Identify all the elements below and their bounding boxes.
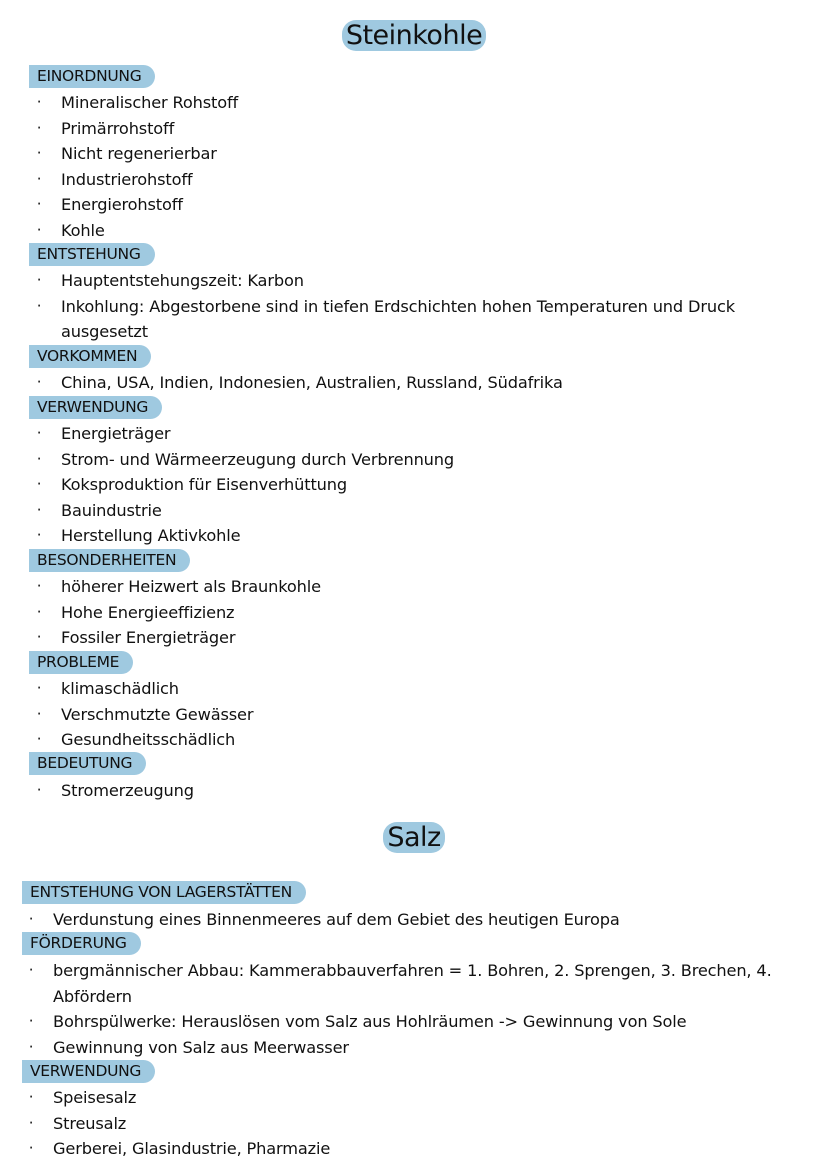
list-item: · Verdunstung eines Binnenmeeres auf dem Gebiet des heutigen Europa — [28, 910, 620, 929]
list-item: · Industrierohstoff — [36, 169, 193, 189]
list-verwendung — [34, 421, 454, 549]
list-item: · Kohle — [36, 220, 105, 240]
list-item: · China, USA, Indien, Indonesien, Australien, Russland, Südafrika — [36, 373, 563, 392]
section-heading-vorkommen: VORKOMMEN — [29, 345, 151, 368]
list-item: · Streusalz — [28, 1113, 127, 1133]
list-vorkommen — [34, 370, 563, 396]
list-item: · Gewinnung von Salz aus Meerwasser — [28, 1037, 349, 1057]
page-title — [0, 19, 828, 53]
list-item: · Energierohstoff — [36, 195, 183, 215]
list-item: · Inkohlung: Abgestorbene sind in tiefen Erdschichten hohen Temperaturen und Druck ausgesetzt — [36, 296, 735, 342]
list-entstehung-von-lagerstaetten — [26, 907, 620, 933]
list-item: · Energieträger — [36, 424, 171, 443]
section-heading-besonderheiten: BESONDERHEITEN — [29, 549, 190, 572]
list-item: · Bohrspülwerke: Herauslösen vom Salz aus Hohlräumen -> Gewinnung von Sole — [28, 1012, 687, 1032]
section-heading-bedeutung: BEDEUTUNG — [29, 752, 146, 775]
list-item: · Fossiler Energieträger — [36, 628, 236, 648]
section-heading-einordnung: EINORDNUNG — [29, 65, 155, 88]
list-item: · Herstellung Aktivkohle — [36, 526, 241, 546]
section-heading-entstehung: ENTSTEHUNG — [29, 243, 155, 266]
list-entstehung — [34, 268, 804, 345]
list-item: · Primärrohstoff — [36, 118, 175, 138]
list-item: · Gesundheitsschädlich — [36, 730, 236, 750]
list-item: · bergmännischer Abbau: Kammerabbauverfahren = 1. Bohren, 2. Sprengen, 3. Brechen, 4. Abfördern — [28, 961, 772, 1006]
list-item: · Nicht regenerierbar — [36, 144, 217, 164]
list-item: · Stromerzeugung — [36, 781, 194, 800]
list-item: · Hohe Energieeffizienz — [36, 602, 235, 622]
section-heading-foerderung: FÖRDERUNG — [22, 932, 141, 955]
list-item: · Hauptentstehungszeit: Karbon — [36, 271, 304, 290]
section-heading-verwendung: VERWENDUNG — [29, 396, 162, 419]
list-bedeutung — [34, 778, 194, 804]
list-einordnung — [34, 90, 238, 244]
list-item: · Speisesalz — [28, 1088, 137, 1107]
section-title-salz — [0, 821, 828, 855]
title-steinkohle: Steinkohle — [342, 20, 486, 51]
list-item: · Koksproduktion für Eisenverhüttung — [36, 475, 348, 495]
list-foerderung — [26, 958, 806, 1060]
list-besonderheiten — [34, 574, 321, 651]
list-verwendung-salz — [26, 1085, 330, 1162]
list-item: · höherer Heizwert als Braunkohle — [36, 577, 321, 596]
list-item: · Verschmutzte Gewässer — [36, 704, 254, 724]
list-item: · Strom- und Wärmeerzeugung durch Verbrennung — [36, 449, 455, 469]
list-item: · Mineralischer Rohstoff — [36, 93, 239, 112]
list-item: · Bauindustrie — [36, 500, 162, 520]
section-heading-verwendung-salz: VERWENDUNG — [22, 1060, 155, 1083]
section-heading-probleme: PROBLEME — [29, 651, 133, 674]
title-salz: Salz — [383, 822, 444, 853]
section-heading-entstehung-von-lagerstaetten: ENTSTEHUNG VON LAGERSTÄTTEN — [22, 881, 306, 904]
list-item: · Gerberei, Glasindustrie, Pharmazie — [28, 1139, 331, 1159]
list-probleme — [34, 676, 253, 753]
list-item: · klimaschädlich — [36, 679, 179, 698]
